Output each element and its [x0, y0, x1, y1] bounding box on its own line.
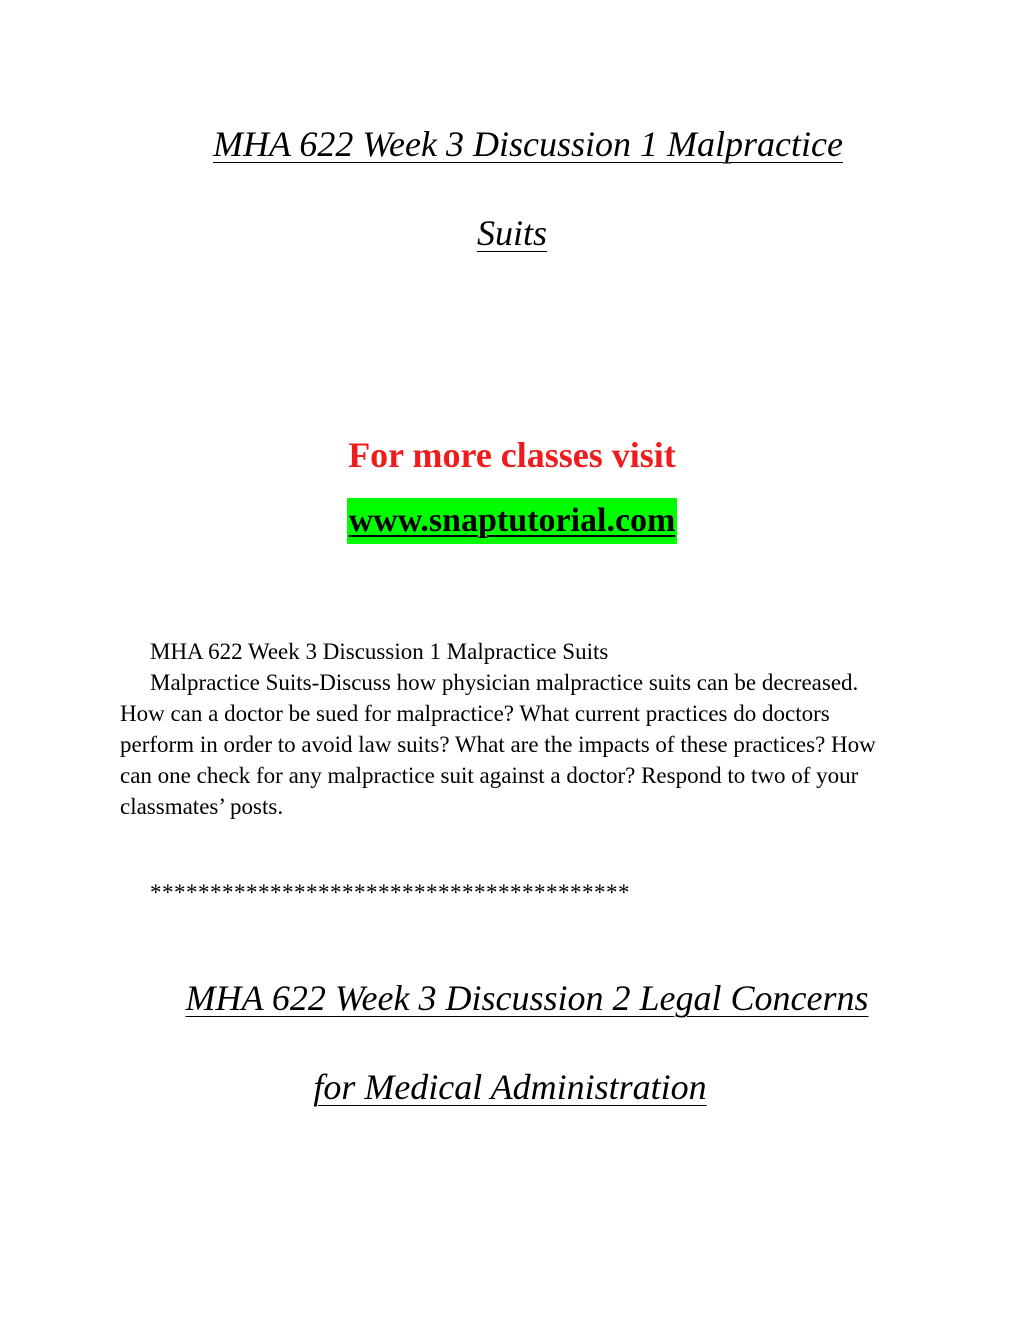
promo-text: For more classes visit	[348, 435, 676, 475]
section1-title-line1: MHA 622 Week 3 Discussion 1 Malpractice	[213, 124, 843, 164]
section2-title-line1: MHA 622 Week 3 Discussion 2 Legal Concerns	[185, 978, 869, 1018]
content-paragraph: Malpractice Suits-Discuss how physician malpractice suits can be decreased. How can a doctor be sued for malpractice? What current practices do doctors perform in order to avoid law suits? What are the impacts of these practices? How can one check for any malpractice suit against a doctor? Respond to two of your classmates’ posts.	[120, 670, 876, 819]
separator-asterisks: ****************************************	[150, 880, 630, 905]
content-title: MHA 622 Week 3 Discussion 1 Malpractice Suits	[150, 639, 609, 664]
snaptutorial-link[interactable]: www.snaptutorial.com	[347, 498, 678, 544]
promo-link-container	[0, 498, 1024, 544]
section2-title-line2: for Medical Administration	[313, 1067, 707, 1107]
section1-title-line2: Suits	[476, 213, 547, 253]
